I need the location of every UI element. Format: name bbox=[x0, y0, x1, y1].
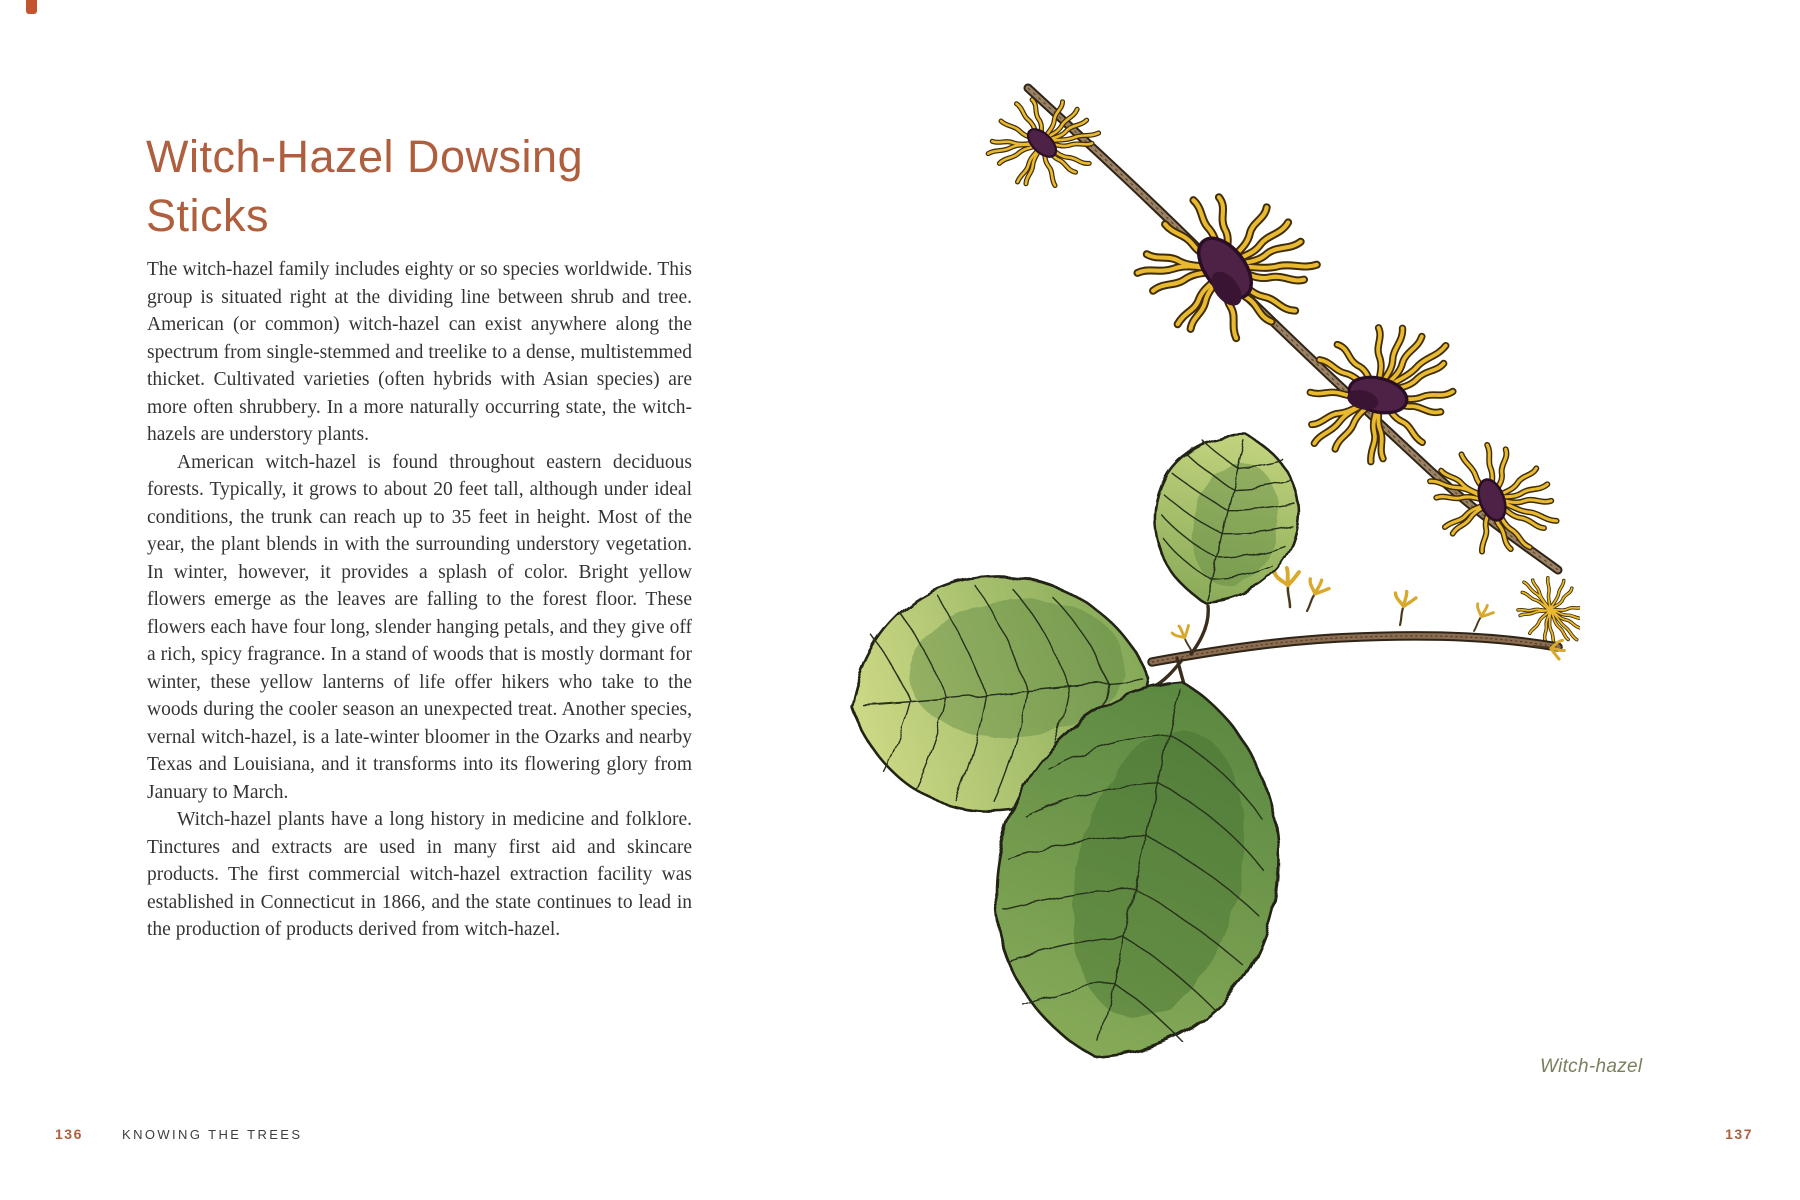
flower-cluster bbox=[1414, 421, 1574, 579]
witch-hazel-illustration bbox=[820, 50, 1580, 1080]
page-number-left: 136 bbox=[55, 1126, 83, 1142]
page-number-right: 137 bbox=[1725, 1126, 1753, 1142]
flower-cluster bbox=[1291, 313, 1469, 474]
body-paragraph: Witch-hazel plants have a long history in medicine and folklore. Tinctures and extracts are used in many first aid and skincare products. The first commercial witch-hazel extraction facility was established in Connecticut in 1866, and the state continues to lead in the production of products derived from witch-hazel. bbox=[147, 809, 692, 940]
illustration-caption: Witch-hazel bbox=[1540, 1056, 1643, 1077]
body-paragraph: The witch-hazel family includes eighty or so species worldwide. This group is situated right at the dividing line between shrub and tree. American (or common) witch-hazel can exist anywhere along the spectrum from single-stemmed and treelike to a dense, multistemmed thicket. Cultivated varieties (often hybrids with Asian species) are more often shrubbery. In a more naturally occurring state, the witch-hazels are understory plants. bbox=[147, 259, 692, 445]
page-corner-artifact bbox=[26, 0, 37, 14]
body-text-column bbox=[147, 256, 692, 944]
body-paragraph: American witch-hazel is found throughout eastern deciduous forests. Typically, it grows to about 20 feet tall, although under ideal conditions, the trunk can reach up to 35 feet in height. Most of the year, the plant blends in with the surrounding understory vegetation. In winter, however, it provides a splash of color. Bright yellow flowers emerge as the leaves are falling to the forest floor. These flowers each have four long, slender hanging petals, and they give off a rich, spicy fragrance. In a stand of woods that is mostly dormant for winter, these yellow lanterns of life offer hikers who take to the woods during the cooler season an unexpected treat. Another species, vernal witch-hazel, is a late-winter bloomer in the Ozarks and nearby Texas and Louisiana, and it transforms into its flowering glory from January to March. bbox=[147, 451, 692, 803]
leaf-upper bbox=[1135, 418, 1316, 620]
leaf-stalks bbox=[1152, 606, 1208, 688]
running-title: KNOWING THE TREES bbox=[122, 1127, 303, 1142]
page-title: Witch-Hazel Dowsing Sticks bbox=[146, 131, 584, 241]
